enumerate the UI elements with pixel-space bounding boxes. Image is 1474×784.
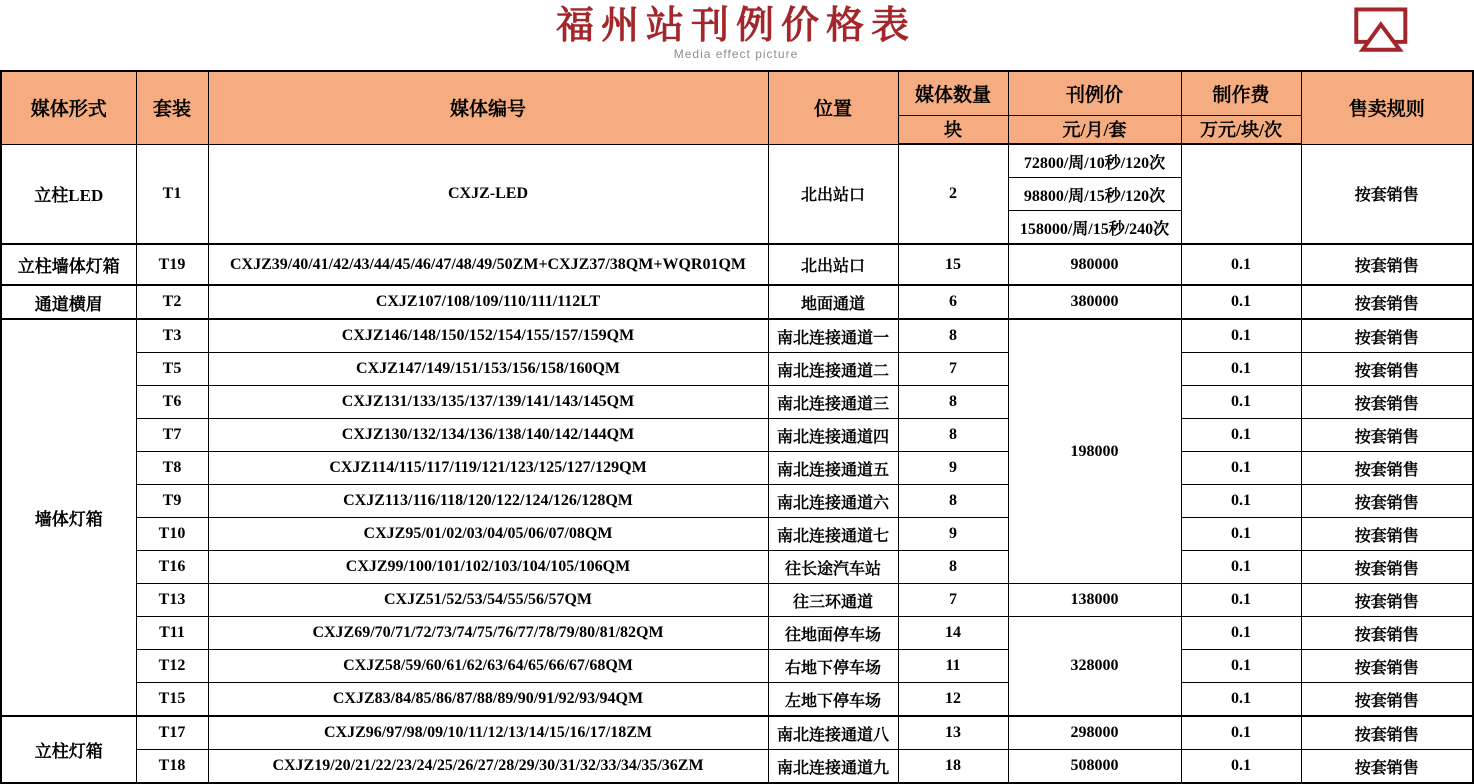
media-number-cell: CXJZ96/97/98/09/10/11/12/13/14/15/16/17/18ZM [208, 716, 768, 750]
header-quantity-unit: 块 [898, 115, 1008, 144]
location-cell: 南北连接通道四 [768, 419, 898, 452]
media-number-cell: CXJZ95/01/02/03/04/05/06/07/08QM [208, 518, 768, 551]
package-cell: T19 [136, 244, 208, 285]
screen-triangle-logo-icon [1346, 3, 1414, 57]
media-number-cell: CXJZ39/40/41/42/43/44/45/46/47/48/49/50ZM+CXJZ37/38QM+WQR01QM [208, 244, 768, 285]
rule-cell: 按套销售 [1301, 244, 1473, 285]
rule-cell: 按套销售 [1301, 319, 1473, 353]
fee-cell: 0.1 [1181, 419, 1301, 452]
rate-cell: 508000 [1008, 750, 1181, 784]
media-number-cell: CXJZ99/100/101/102/103/104/105/106QM [208, 551, 768, 584]
table-row-t2 [1, 285, 1473, 319]
header-package: 套装 [136, 71, 208, 144]
fee-cell: 0.1 [1181, 485, 1301, 518]
rate-cell: 298000 [1008, 716, 1181, 750]
header-sales-rule: 售卖规则 [1301, 71, 1473, 144]
location-cell: 往三环通道 [768, 584, 898, 617]
header-production-fee-unit: 万元/块/次 [1181, 115, 1301, 144]
rule-cell: 按套销售 [1301, 716, 1473, 750]
fee-cell [1181, 144, 1301, 244]
rule-cell: 按套销售 [1301, 650, 1473, 683]
quantity-cell: 8 [898, 386, 1008, 419]
quantity-cell: 7 [898, 584, 1008, 617]
location-cell: 右地下停车场 [768, 650, 898, 683]
fee-cell: 0.1 [1181, 452, 1301, 485]
table-row-t11 [1, 617, 1473, 650]
table-row-t3 [1, 319, 1473, 353]
location-cell: 南北连接通道五 [768, 452, 898, 485]
package-cell: T17 [136, 716, 208, 750]
quantity-cell: 18 [898, 750, 1008, 784]
fee-cell: 0.1 [1181, 319, 1301, 353]
page-title: 福州站刊例价格表 [555, 5, 916, 47]
location-cell: 南北连接通道三 [768, 386, 898, 419]
package-cell: T6 [136, 386, 208, 419]
rate-cell: 138000 [1008, 584, 1181, 617]
media-number-cell: CXJZ107/108/109/110/111/112LT [208, 285, 768, 319]
fee-cell: 0.1 [1181, 551, 1301, 584]
header-media-form: 媒体形式 [1, 71, 136, 144]
fee-cell: 0.1 [1181, 518, 1301, 551]
rule-cell: 按套销售 [1301, 452, 1473, 485]
fee-cell: 0.1 [1181, 650, 1301, 683]
page-subtitle: Media effect picture [673, 47, 799, 61]
location-cell: 北出站口 [768, 144, 898, 244]
location-cell: 南北连接通道二 [768, 353, 898, 386]
location-cell: 左地下停车场 [768, 683, 898, 717]
media-number-cell: CXJZ51/52/53/54/55/56/57QM [208, 584, 768, 617]
fee-cell: 0.1 [1181, 584, 1301, 617]
table-row-t13 [1, 584, 1473, 617]
rate-cell: 198000 [1008, 319, 1181, 584]
quantity-cell: 6 [898, 285, 1008, 319]
header-rate: 刊例价 [1008, 71, 1181, 115]
table-row-t17 [1, 716, 1473, 750]
table-row-t1 [1, 144, 1473, 178]
media-form-cell: 墙体灯箱 [1, 319, 136, 716]
location-cell: 南北连接通道一 [768, 319, 898, 353]
media-number-cell: CXJZ114/115/117/119/121/123/125/127/129QM [208, 452, 768, 485]
media-form-cell: 通道横眉 [1, 285, 136, 319]
location-cell: 北出站口 [768, 244, 898, 285]
fee-cell: 0.1 [1181, 716, 1301, 750]
package-cell: T7 [136, 419, 208, 452]
quantity-cell: 9 [898, 452, 1008, 485]
rate-cell: 980000 [1008, 244, 1181, 285]
quantity-cell: 8 [898, 485, 1008, 518]
package-cell: T1 [136, 144, 208, 244]
fee-cell: 0.1 [1181, 683, 1301, 717]
rule-cell: 按套销售 [1301, 750, 1473, 784]
fee-cell: 0.1 [1181, 617, 1301, 650]
media-number-cell: CXJZ83/84/85/86/87/88/89/90/91/92/93/94QM [208, 683, 768, 717]
table-header [1, 71, 1473, 144]
table-row-t12 [1, 650, 1473, 683]
media-number-cell: CXJZ19/20/21/22/23/24/25/26/27/28/29/30/31/32/33/34/35/36ZM [208, 750, 768, 784]
rate-table [0, 70, 1474, 784]
rule-cell: 按套销售 [1301, 683, 1473, 717]
location-cell: 南北连接通道九 [768, 750, 898, 784]
rule-cell: 按套销售 [1301, 551, 1473, 584]
location-cell: 往长途汽车站 [768, 551, 898, 584]
quantity-cell: 8 [898, 319, 1008, 353]
media-number-cell: CXJZ-LED [208, 144, 768, 244]
table-row-t16 [1, 551, 1473, 584]
rule-cell: 按套销售 [1301, 353, 1473, 386]
quantity-cell: 9 [898, 518, 1008, 551]
rule-cell: 按套销售 [1301, 617, 1473, 650]
package-cell: T8 [136, 452, 208, 485]
package-cell: T12 [136, 650, 208, 683]
table-row-t18 [1, 750, 1473, 784]
rule-cell: 按套销售 [1301, 584, 1473, 617]
location-cell: 地面通道 [768, 285, 898, 319]
table-row-t9 [1, 485, 1473, 518]
quantity-cell: 8 [898, 419, 1008, 452]
title-bar [0, 0, 1472, 70]
table-row-t7 [1, 419, 1473, 452]
package-cell: T18 [136, 750, 208, 784]
location-cell: 南北连接通道七 [768, 518, 898, 551]
media-number-cell: CXJZ58/59/60/61/62/63/64/65/66/67/68QM [208, 650, 768, 683]
header-production-fee: 制作费 [1181, 71, 1301, 115]
rate-cell: 380000 [1008, 285, 1181, 319]
quantity-cell: 15 [898, 244, 1008, 285]
media-number-cell: CXJZ146/148/150/152/154/155/157/159QM [208, 319, 768, 353]
rate-cell: 328000 [1008, 617, 1181, 717]
media-number-cell: CXJZ131/133/135/137/139/141/143/145QM [208, 386, 768, 419]
media-number-cell: CXJZ113/116/118/120/122/124/126/128QM [208, 485, 768, 518]
header-rate-unit: 元/月/套 [1008, 115, 1181, 144]
media-number-cell: CXJZ69/70/71/72/73/74/75/76/77/78/79/80/81/82QM [208, 617, 768, 650]
quantity-cell: 7 [898, 353, 1008, 386]
fee-cell: 0.1 [1181, 244, 1301, 285]
table-row-t8 [1, 452, 1473, 485]
package-cell: T15 [136, 683, 208, 717]
quantity-cell: 8 [898, 551, 1008, 584]
package-cell: T5 [136, 353, 208, 386]
rule-cell: 按套销售 [1301, 285, 1473, 319]
package-cell: T3 [136, 319, 208, 353]
table-row-t15 [1, 683, 1473, 717]
rule-cell: 按套销售 [1301, 518, 1473, 551]
package-cell: T9 [136, 485, 208, 518]
rule-cell: 按套销售 [1301, 485, 1473, 518]
media-form-cell: 立柱墙体灯箱 [1, 244, 136, 285]
rule-cell: 按套销售 [1301, 386, 1473, 419]
quantity-cell: 12 [898, 683, 1008, 717]
location-cell: 往地面停车场 [768, 617, 898, 650]
media-form-cell: 立柱灯箱 [1, 716, 136, 783]
header-location: 位置 [768, 71, 898, 144]
quantity-cell: 14 [898, 617, 1008, 650]
rate-cell: 158000/周/15秒/240次 [1008, 211, 1181, 245]
fee-cell: 0.1 [1181, 750, 1301, 784]
rate-cell: 98800/周/15秒/120次 [1008, 178, 1181, 211]
package-cell: T16 [136, 551, 208, 584]
package-cell: T13 [136, 584, 208, 617]
header-row-1 [1, 71, 1473, 115]
rate-cell: 72800/周/10秒/120次 [1008, 144, 1181, 178]
location-cell: 南北连接通道八 [768, 716, 898, 750]
media-number-cell: CXJZ147/149/151/153/156/158/160QM [208, 353, 768, 386]
table-row-t5 [1, 353, 1473, 386]
media-form-cell: 立柱LED [1, 144, 136, 244]
package-cell: T10 [136, 518, 208, 551]
quantity-cell: 11 [898, 650, 1008, 683]
header-quantity: 媒体数量 [898, 71, 1008, 115]
fee-cell: 0.1 [1181, 285, 1301, 319]
location-cell: 南北连接通道六 [768, 485, 898, 518]
rule-cell: 按套销售 [1301, 144, 1473, 244]
quantity-cell: 2 [898, 144, 1008, 244]
table-row-t10 [1, 518, 1473, 551]
fee-cell: 0.1 [1181, 353, 1301, 386]
fee-cell: 0.1 [1181, 386, 1301, 419]
table-row-t19 [1, 244, 1473, 285]
quantity-cell: 13 [898, 716, 1008, 750]
media-number-cell: CXJZ130/132/134/136/138/140/142/144QM [208, 419, 768, 452]
header-media-number: 媒体编号 [208, 71, 768, 144]
package-cell: T11 [136, 617, 208, 650]
rule-cell: 按套销售 [1301, 419, 1473, 452]
package-cell: T2 [136, 285, 208, 319]
table-row-t6 [1, 386, 1473, 419]
